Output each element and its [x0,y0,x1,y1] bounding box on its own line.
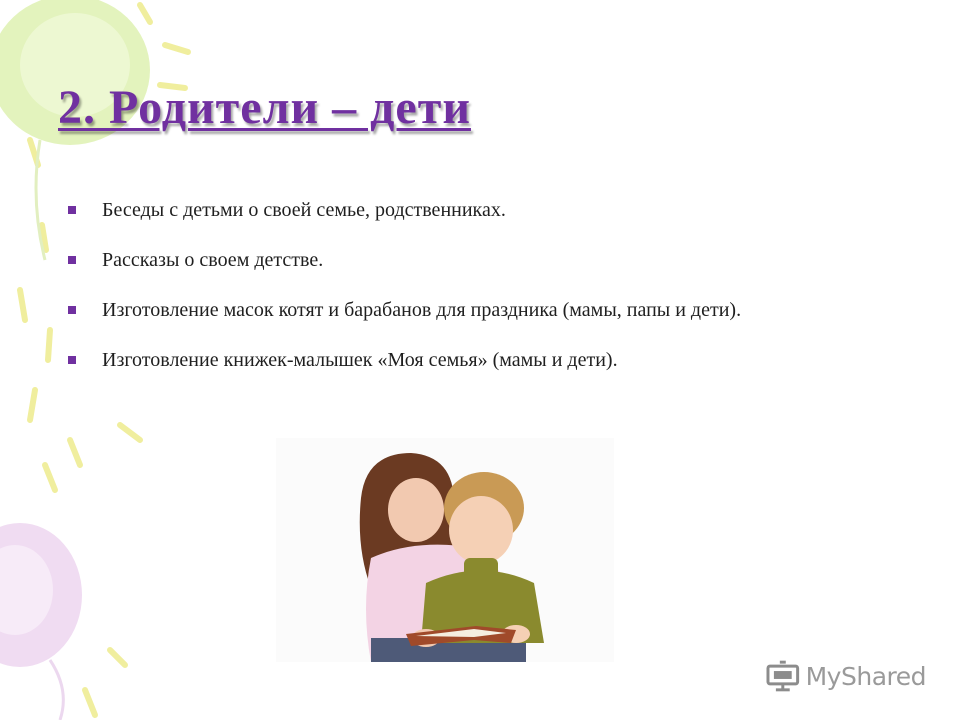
bullet-text: Изготовление масок котят и барабанов для праздника (мамы, папы и дети). [102,299,742,321]
mother-child-reading-photo [276,438,614,662]
bullet-list [68,185,908,385]
square-bullet-icon [68,256,76,264]
square-bullet-icon [68,356,76,364]
bullet-text: Изготовление книжек-малышек «Моя семья» (мамы и дети). [102,349,618,371]
bullet-item [68,185,908,235]
watermark-text: MyShared [805,661,926,691]
bullet-item [68,285,908,335]
presentation-board-icon [766,660,800,692]
square-bullet-icon [68,206,76,214]
bullet-text: Беседы с детьми о своей семье, родственниках. [102,199,506,221]
watermark-logo [766,656,926,696]
bullet-item [68,235,908,285]
bullet-item [68,335,908,385]
slide-title: 2. Родители – дети [58,81,471,134]
square-bullet-icon [68,306,76,314]
bullet-text: Рассказы о своем детстве. [102,249,324,271]
